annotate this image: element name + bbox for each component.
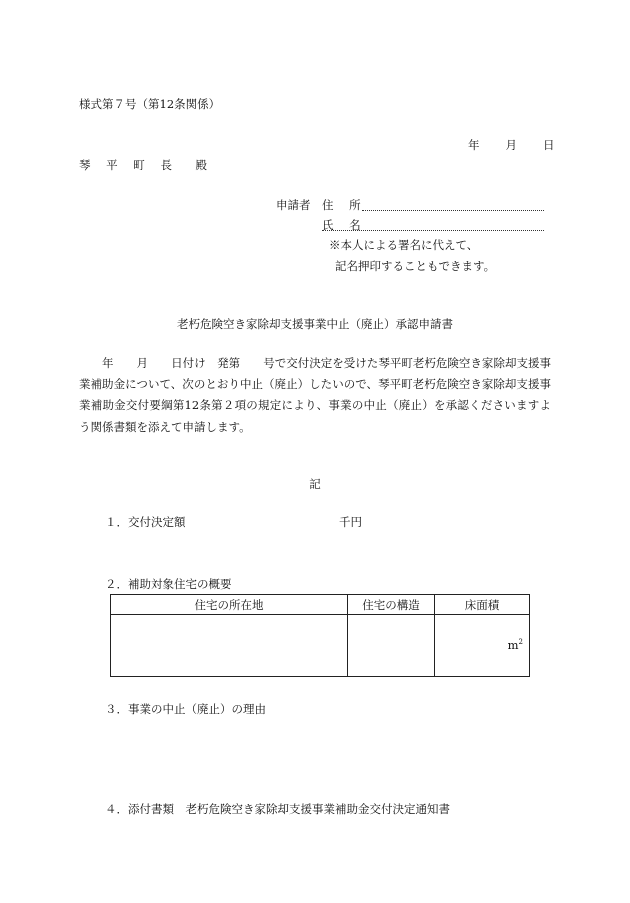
header-location: 住宅の所在地 bbox=[111, 595, 348, 615]
date-month: 月 bbox=[505, 138, 517, 152]
name-field[interactable] bbox=[322, 230, 544, 231]
address-field[interactable] bbox=[362, 210, 544, 211]
address-label: 住 所 bbox=[322, 198, 367, 212]
table-row bbox=[111, 615, 530, 677]
structure-cell[interactable] bbox=[348, 615, 435, 677]
ki-heading: 記 bbox=[309, 477, 321, 491]
floor-area-cell[interactable] bbox=[435, 615, 530, 677]
applicant-label: 申請者 bbox=[276, 198, 311, 212]
header-structure: 住宅の構造 bbox=[348, 595, 435, 615]
item2-label: ２．補助対象住宅の概要 bbox=[105, 577, 232, 591]
item4-label: ４．添付書類 老朽危険空き家除却支援事業補助金交付決定通知書 bbox=[105, 802, 450, 816]
body-paragraph: 年 月 日付け 発第 号で交付決定を受けた琴平町老朽危険空き家除却支援事業補助金について、次のとおり中止（廃止）したいので、琴平町老朽危険空き家除却支援事業補助金交付要綱第12条第２項の規定により、事業の中止（廃止）を承認くださいますよう関係書類を添えて申請します。 bbox=[79, 356, 551, 434]
addressee: 琴 平 町 長 殿 bbox=[79, 158, 213, 172]
document-title: 老朽危険空き家除却支援事業中止（廃止）承認申請書 bbox=[177, 317, 453, 331]
item3-label: ３．事業の中止（廃止）の理由 bbox=[105, 702, 266, 716]
housing-table bbox=[110, 594, 530, 677]
item1-label: １．交付決定額 bbox=[105, 515, 186, 529]
table-header-row bbox=[111, 595, 530, 615]
location-cell[interactable] bbox=[111, 615, 348, 677]
header-floor-area: 床面積 bbox=[435, 595, 530, 615]
date-line bbox=[468, 137, 555, 153]
date-year: 年 bbox=[468, 138, 480, 152]
area-unit: $m^2$ bbox=[507, 638, 523, 652]
item1-unit: 千円 bbox=[339, 515, 362, 529]
signature-note-line2: 記名押印することもできます。 bbox=[335, 259, 496, 273]
date-day: 日 bbox=[543, 138, 555, 152]
form-number: 様式第７号（第12条関係） bbox=[79, 97, 221, 111]
name-label: 氏 名 bbox=[322, 218, 367, 232]
signature-note-line1: ※本人による署名に代えて、 bbox=[329, 238, 479, 252]
